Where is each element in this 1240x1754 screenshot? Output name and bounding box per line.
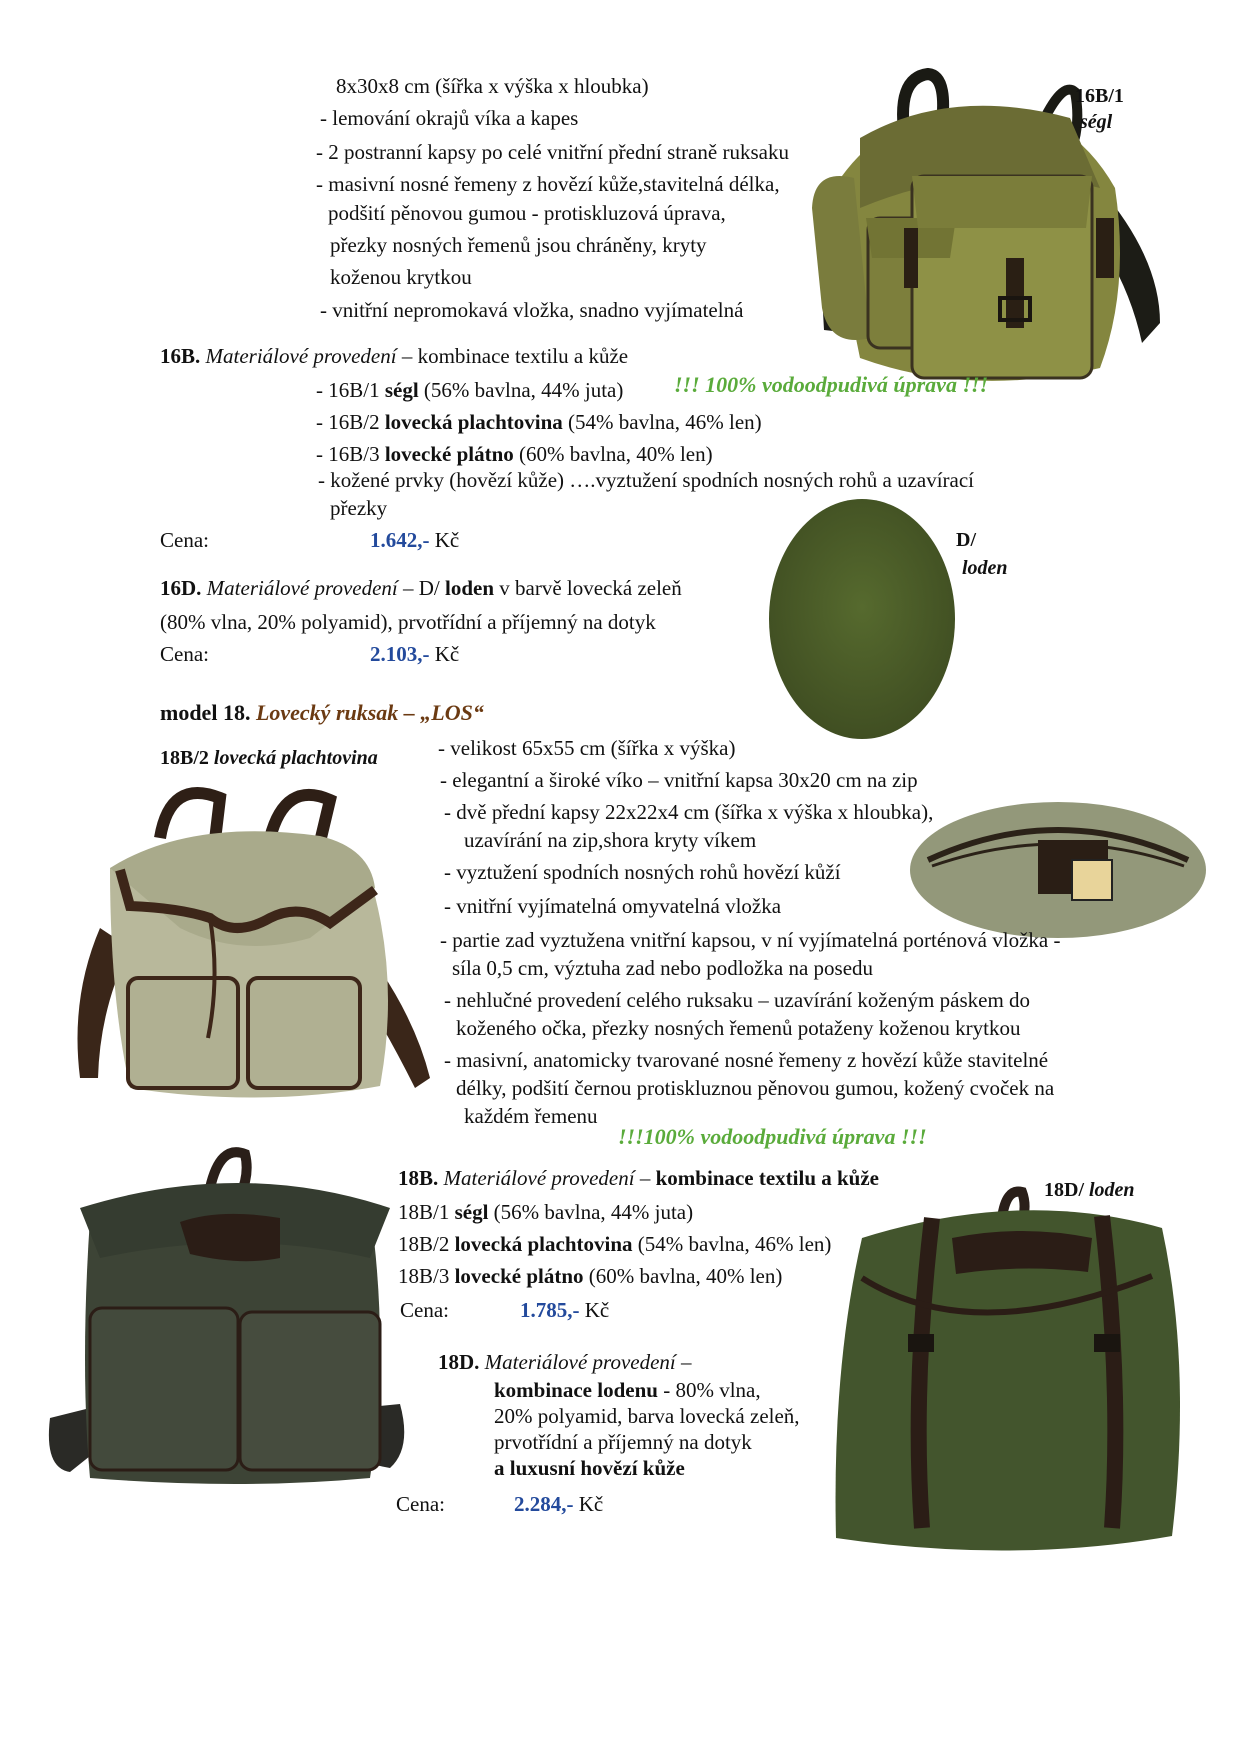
item-18b3 bbox=[398, 1264, 782, 1289]
item-rest: (56% bavlna, 44% juta) bbox=[418, 378, 624, 402]
price-row-16d bbox=[370, 642, 459, 667]
item-prefix: 18B/2 bbox=[398, 1232, 455, 1256]
waterproof-note-16b: !!! 100% vodoodpudivá úprava !!! bbox=[674, 372, 989, 397]
section-16b-heading bbox=[160, 344, 628, 369]
material-rest-16b: – kombinace textilu a kůže bbox=[396, 344, 629, 368]
price-row-16b bbox=[370, 528, 459, 553]
label-16b1-name: ségl bbox=[1080, 111, 1113, 133]
leather-line-2: přezky bbox=[330, 496, 388, 520]
section-18d-heading bbox=[438, 1350, 692, 1375]
loden-fabric-swatch bbox=[768, 498, 956, 740]
item-rest: (60% bavlna, 40% len) bbox=[583, 1264, 783, 1288]
price-label-16d: Cena: bbox=[160, 642, 209, 666]
label-loden-name: loden bbox=[962, 557, 1008, 579]
feature-18-3: - dvě přední kapsy 22x22x4 cm (šířka x výška x hloubka), bbox=[444, 800, 934, 824]
item-18b1 bbox=[398, 1200, 693, 1225]
item-prefix: - 16B/1 bbox=[316, 378, 385, 402]
item-rest: (54% bavlna, 46% len) bbox=[562, 410, 762, 434]
currency-18b: Kč bbox=[584, 1298, 610, 1322]
backpack-18b-loden-image bbox=[40, 1148, 440, 1490]
feature-18-12: délky, podšití černou protiskluznou pěnovou gumou, kožený cvoček na bbox=[456, 1076, 1055, 1100]
code-18b: 18B. bbox=[398, 1166, 439, 1190]
price-18d: 2.284,- bbox=[514, 1492, 574, 1516]
currency-16b: Kč bbox=[434, 528, 460, 552]
desc-18d-4: prvotřídní a příjemný na dotyk bbox=[494, 1430, 752, 1454]
item-16b3 bbox=[316, 442, 713, 467]
item-bold: lovecké plátno bbox=[454, 1264, 584, 1288]
model-18-prefix: model 18. bbox=[160, 700, 256, 725]
price-18b: 1.785,- bbox=[520, 1298, 580, 1322]
top-line-7: koženou krytkou bbox=[330, 265, 472, 289]
desc-18d-3: 20% polyamid, barva lovecká zeleň, bbox=[494, 1404, 800, 1428]
feature-18-8: síla 0,5 cm, výztuha zad nebo podložka na posedu bbox=[452, 956, 874, 980]
model-18-name: Lovecký ruksak – „LOS“ bbox=[255, 700, 484, 725]
material-label-16b: Materiálové provedení bbox=[205, 344, 397, 368]
bold-18d-leather: a luxusní hovězí kůže bbox=[494, 1456, 685, 1480]
label-18d-name: loden bbox=[1089, 1179, 1135, 1201]
price-row-18d bbox=[514, 1492, 603, 1517]
bold-18d: kombinace lodenu bbox=[494, 1378, 658, 1402]
material-label-16d: Materiálové provedení bbox=[206, 576, 398, 600]
top-line-2: - lemování okrajů víka a kapes bbox=[320, 106, 579, 130]
price-label-18d: Cena: bbox=[396, 1492, 445, 1516]
inner-pocket-image bbox=[908, 800, 1208, 940]
backpack-18d-image bbox=[822, 1188, 1200, 1564]
dash-16d: – D/ bbox=[397, 576, 445, 600]
code-16b: 16B. bbox=[160, 344, 201, 368]
material-label-18b: Materiálové provedení bbox=[443, 1166, 635, 1190]
label-16b1-code: 16B/1 bbox=[1075, 85, 1124, 107]
currency-16d: Kč bbox=[434, 642, 460, 666]
top-line-5: podšití pěnovou gumou - protiskluzová úprava, bbox=[328, 201, 726, 225]
section-18b-heading bbox=[398, 1166, 879, 1191]
price-label-16b: Cena: bbox=[160, 528, 209, 552]
item-bold: lovecká plachtovina bbox=[384, 410, 563, 434]
feature-18-5: - vyztužení spodních nosných rohů hovězí kůží bbox=[444, 860, 841, 884]
top-line-6: přezky nosných řemenů jsou chráněny, kryty bbox=[330, 233, 707, 257]
top-line-1: 8x30x8 cm (šířka x výška x hloubka) bbox=[336, 74, 649, 98]
rest-16d: v barvě lovecká zeleň bbox=[494, 576, 682, 600]
top-line-3: - 2 postranní kapsy po celé vnitřní přední straně ruksaku bbox=[316, 140, 789, 164]
item-bold: ségl bbox=[454, 1200, 489, 1224]
price-16d: 2.103,- bbox=[370, 642, 430, 666]
section-16d-heading bbox=[160, 576, 682, 601]
top-line-8: - vnitřní nepromokavá vložka, snadno vyjímatelná bbox=[320, 298, 744, 322]
waterproof-note-18: !!!100% vodoodpudivá úprava !!! bbox=[618, 1124, 927, 1149]
leather-line-1: - kožené prvky (hovězí kůže) ….vyztužení spodních nosných rohů a uzavírací bbox=[318, 468, 975, 492]
feature-18-6: - vnitřní vyjímatelná omyvatelná vložka bbox=[444, 894, 782, 918]
item-bold: lovecká plachtovina bbox=[454, 1232, 633, 1256]
item-rest: (60% bavlna, 40% len) bbox=[513, 442, 713, 466]
feature-18-4: uzavírání na zip,shora kryty víkem bbox=[464, 828, 757, 852]
item-18b2 bbox=[398, 1232, 831, 1257]
item-rest: (56% bavlna, 44% juta) bbox=[488, 1200, 694, 1224]
label-18b2 bbox=[160, 746, 378, 770]
bold-16d: loden bbox=[445, 576, 495, 600]
item-16b1 bbox=[316, 378, 623, 403]
code-18d: 18D. bbox=[438, 1350, 480, 1374]
item-prefix: - 16B/3 bbox=[316, 442, 385, 466]
feature-18-7: - partie zad vyztužena vnitřní kapsou, v ní vyjímatelná porténová vložka - bbox=[440, 928, 1061, 952]
item-prefix: 18B/1 bbox=[398, 1200, 455, 1224]
backpack-16b1-image bbox=[800, 68, 1190, 398]
feature-18-2: - elegantní a široké víko – vnitřní kapsa 30x20 cm na zip bbox=[440, 768, 918, 792]
feature-18-9: - nehlučné provedení celého ruksaku – uzavírání koženým páskem do bbox=[444, 988, 1031, 1012]
bold-18b: kombinace textilu a kůže bbox=[655, 1166, 880, 1190]
label-18d-code: 18D/ bbox=[1044, 1179, 1084, 1201]
desc-18d-5 bbox=[494, 1456, 685, 1481]
item-bold: lovecké plátno bbox=[384, 442, 514, 466]
price-row-18b bbox=[520, 1298, 609, 1323]
feature-18-11: - masivní, anatomicky tvarované nosné řemeny z hovězí kůže stavitelné bbox=[444, 1048, 1049, 1072]
feature-18-13: každém řemenu bbox=[464, 1104, 598, 1128]
price-16b: 1.642,- bbox=[370, 528, 430, 552]
desc-18d-2 bbox=[494, 1378, 761, 1403]
code-16d: 16D. bbox=[160, 576, 202, 600]
label-18b2-name: lovecká plachtovina bbox=[213, 747, 378, 769]
dash-18b: – bbox=[634, 1166, 656, 1190]
material-label-18d: Materiálové provedení – bbox=[484, 1350, 692, 1374]
price-label-18b: Cena: bbox=[400, 1298, 449, 1322]
item-16b2 bbox=[316, 410, 762, 435]
label-18d bbox=[1044, 1178, 1135, 1202]
top-line-4: - masivní nosné řemeny z hovězí kůže,stavitelná délka, bbox=[316, 172, 780, 196]
item-prefix: - 16B/2 bbox=[316, 410, 385, 434]
feature-18-10: koženého očka, přezky nosných řemenů potaženy koženou krytkou bbox=[456, 1016, 1021, 1040]
label-loden-code: D/ bbox=[956, 529, 976, 551]
feature-18-1: - velikost 65x55 cm (šířka x výška) bbox=[438, 736, 736, 760]
label-18b2-code: 18B/2 bbox=[160, 747, 209, 769]
model-18-title bbox=[160, 700, 484, 726]
desc-16d: (80% vlna, 20% polyamid), prvotřídní a příjemný na dotyk bbox=[160, 610, 656, 634]
backpack-18b2-image bbox=[70, 778, 446, 1108]
item-bold: ségl bbox=[384, 378, 419, 402]
currency-18d: Kč bbox=[578, 1492, 604, 1516]
rest-18d: - 80% vlna, bbox=[657, 1378, 761, 1402]
item-prefix: 18B/3 bbox=[398, 1264, 455, 1288]
item-rest: (54% bavlna, 46% len) bbox=[632, 1232, 832, 1256]
